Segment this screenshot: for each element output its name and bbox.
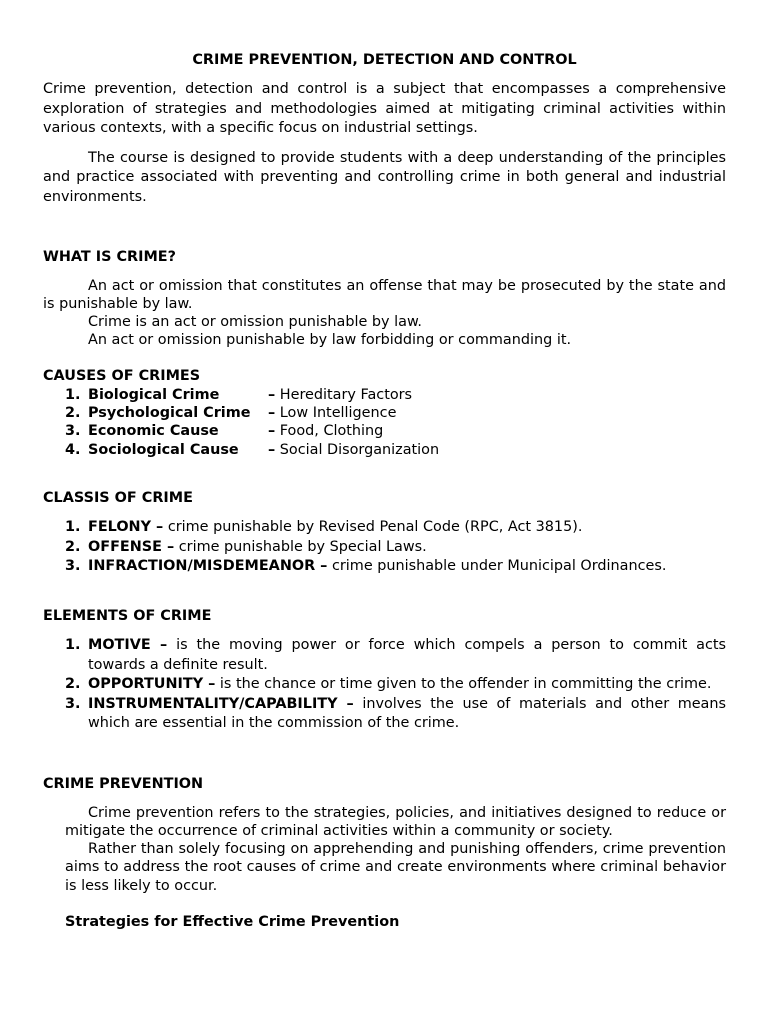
prevention-body [43,804,726,932]
crime-definition-3: An act or omission punishable by law forbidding or commanding it. [88,332,572,348]
cause-desc: Low Intelligence [279,405,397,422]
class-desc: crime punishable under Municipal Ordinances. [331,558,667,575]
element-desc: involves the use of materials and other means which are essential in the commission of the crime. [88,695,726,732]
cause-desc: Hereditary Factors [279,387,413,403]
list-item: 1. Biological Crime – Hereditary Factors [65,387,413,403]
intro-paragraph-2: The course is designed to provide students with a deep understanding of the principles and practice associated with preventing and controlling crime in both general and industrial environments. [43,149,726,205]
cause-term: Sociological Cause [88,441,239,458]
list-item: 3. INFRACTION/MISDEMEANOR – crime punishable under Municipal Ordinances. [65,558,667,575]
class-desc: crime punishable by Special Laws. [178,538,427,555]
what-is-crime-heading: WHAT IS CRIME? [43,249,176,265]
class-term: INFRACTION/MISDEMEANOR – [88,558,328,575]
prevention-heading: CRIME PREVENTION [43,775,204,792]
causes-heading: CAUSES OF CRIMES [43,368,201,384]
class-desc: crime punishable by Revised Penal Code (RPC, Act 3815). [167,518,583,535]
classes-list [43,518,726,577]
cause-desc: Social Disorganization [279,441,440,458]
strategies-subheading: Strategies for Effective Crime Prevention [65,913,400,930]
list-item: 2. OPPORTUNITY – is the chance or time given to the offender in committing the crime. [65,676,712,693]
element-term: INSTRUMENTALITY/CAPABILITY – [88,695,354,712]
cause-term: Psychological Crime [88,405,251,422]
element-desc: is the chance or time given to the offender in committing the crime. [219,676,712,693]
intro-paragraph-1: Crime prevention, detection and control is a subject that encompasses a comprehensive exploration of strategies and methodologies aimed at mitigating criminal activities within various contexts, with a specific focus on industrial settings. [43,81,726,136]
crime-definitions [43,277,726,349]
crime-definition-2: Crime is an act or omission punishable by law. [88,314,422,330]
list-item: 3. INSTRUMENTALITY/CAPABILITY – involves the use of materials and other means which are essential in the commission of the crime. [65,695,726,732]
cause-term: Biological Crime [88,387,220,403]
list-item: 4. Sociological Cause – Social Disorganization [65,441,440,458]
list-item: 3. Economic Cause – Food, Clothing [65,423,384,440]
cause-term: Economic Cause [88,423,219,440]
list-item: 2. OFFENSE – crime punishable by Special Laws. [65,538,427,555]
document-page [43,50,726,932]
element-desc: is the moving power or force which compels a person to commit acts towards a definite result. [88,637,726,673]
prevention-paragraph-1: Crime prevention refers to the strategies, policies, and initiatives designed to reduce or mitigate the occurrence of criminal activities within a community or society. [65,804,726,839]
elements-heading: ELEMENTS OF CRIME [43,608,212,625]
element-term: OPPORTUNITY – [88,676,216,693]
class-term: FELONY – [88,518,164,535]
elements-list [43,636,726,734]
list-item: 1. FELONY – crime punishable by Revised Penal Code (RPC, Act 3815). [65,518,583,535]
prevention-paragraph-2: Rather than solely focusing on apprehending and punishing offenders, crime prevention aims to address the root causes of crime and create environments where criminal behavior is less likely to occur. [65,841,726,894]
classes-heading: CLASSIS OF CRIME [43,489,193,506]
element-term: MOTIVE – [88,637,168,654]
causes-list [43,386,726,459]
cause-desc: Food, Clothing [279,423,384,440]
class-term: OFFENSE – [88,538,175,555]
list-item: 1. MOTIVE – is the moving power or force which compels a person to commit acts towards a definite result. [65,637,726,673]
list-item: 2. Psychological Crime – Low Intelligence [65,405,397,422]
crime-definition-1: An act or omission that constitutes an offense that may be prosecuted by the state and is punishable by law. [43,278,726,312]
document-title: CRIME PREVENTION, DETECTION AND CONTROL [192,52,577,68]
